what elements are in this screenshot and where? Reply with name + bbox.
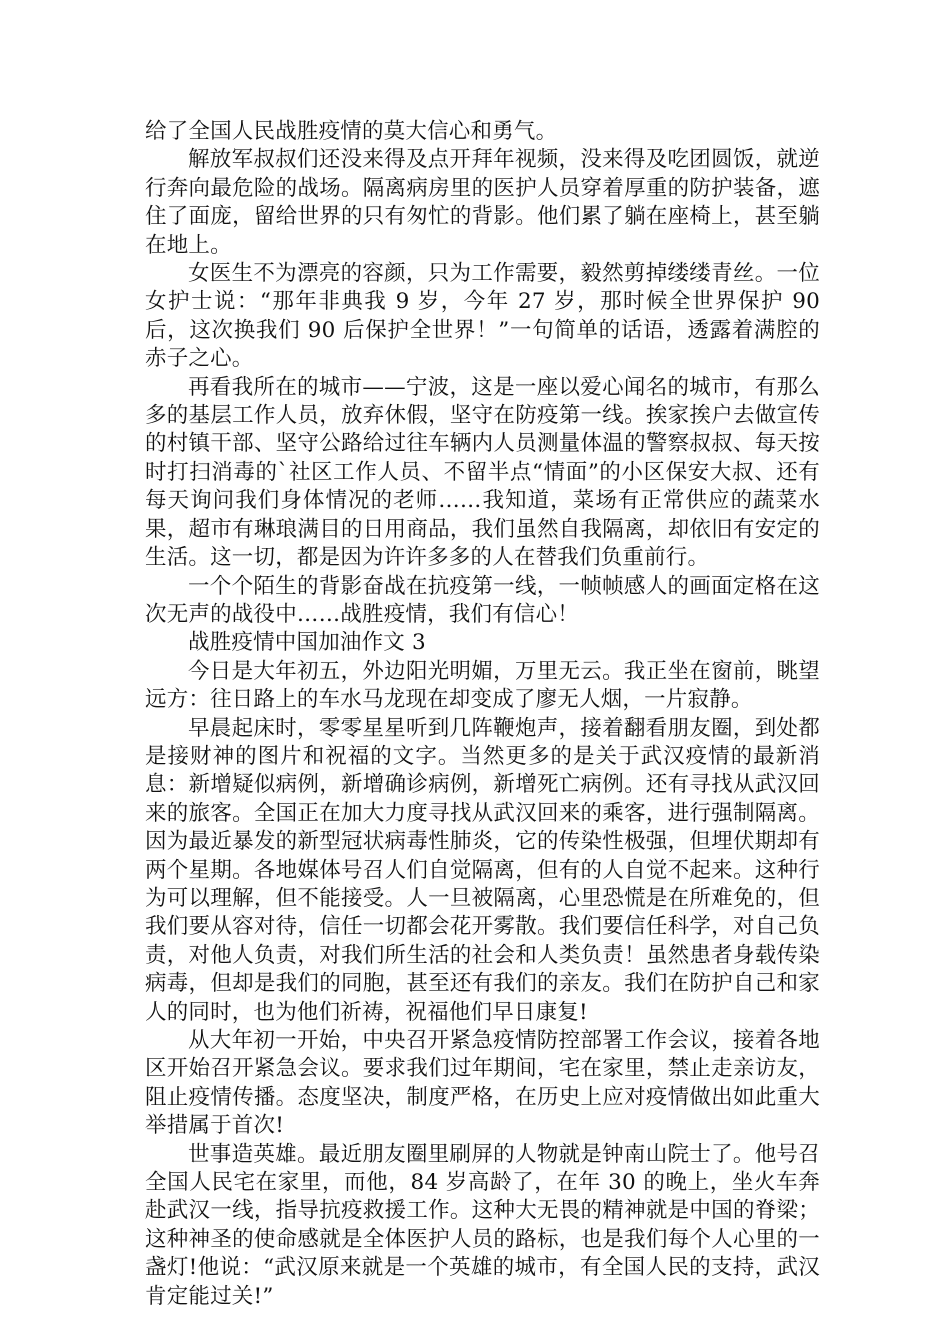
paragraph-morning-news: 早晨起床时，零零星星听到几阵鞭炮声，接着翻看朋友圈，到处都是接财神的图片和祝福的文字。当然更多的是关于武汉疫情的最新消息：新增疑似病例，新增确诊病例，新增死亡病例。还有寻找从武汉回来的旅客。全国正在加大力度寻找从武汉回来的乘客，进行强制隔离。因为最近暴发的新型冠状病毒性肺炎，它的传染性极强，但埋伏期却有两个星期。各地媒体号召人们自觉隔离，但有的人自觉不起来。这种行为可以理解，但不能接受。人一旦被隔离，心里恐慌是在所难免的，但我们要从容对待，信任一切都会花开雾散。我们要信任科学，对自己负责，对他人负责，对我们所生活的社会和人类负责！虽然患者身载传染病毒，但却是我们的同胞，甚至还有我们的亲友。我们在防护自己和家人的同时，也为他们祈祷，祝福他们早日康复!	[145, 715, 820, 1025]
paragraph-continuation: 给了全国人民战胜疫情的莫大信心和勇气。	[145, 119, 558, 144]
paragraph-confidence: 一个个陌生的背影奋战在抗疫第一线，一帧帧感人的画面定格在这次无声的战役中……战胜疫情，我们有信心！	[145, 573, 820, 627]
paragraph-female-doctor: 女医生不为漂亮的容颜，只为工作需要，毅然剪掉缕缕青丝。一位女护士说：“那年非典我 9 岁，今年 27 岁，那时候全世界保护 90 后，这次换我们 90 后保护全世界！”一句简单的话语，透露着满腔的赤子之心。	[145, 261, 820, 372]
paragraph-ningbo-city: 再看我所在的城市——宁波，这是一座以爱心闻名的城市，有那么多的基层工作人员，放弃休假，坚守在防疫第一线。挨家挨户去做宣传的村镇干部、坚守公路给过往车辆内人员测量体温的警察叔叔、每天按时打扫消毒的`社区工作人员、不留半点“情面”的小区保安大叔、还有每天询问我们身体情况的老师……我知道，菜场有正常供应的蔬菜水果，超市有琳琅满目的日用商品，我们虽然自我隔离，却依旧有安定的生活。这一切，都是因为许许多多的人在替我们负重前行。	[145, 374, 820, 571]
essay-heading: 战胜疫情中国加油作文 3	[188, 630, 426, 656]
paragraph-pla-soldiers: 解放军叔叔们还没来得及点开拜年视频，没来得及吃团圆饭，就逆行奔向最危险的战场。隔离病房里的医护人员穿着厚重的防护装备，遮住了面庞，留给世界的只有匆忙的背影。他们累了躺在座椅上，甚至躺在地上。	[145, 147, 820, 258]
paragraph-fifth-day: 今日是大年初五，外边阳光明媚，万里无云。我正坐在窗前，眺望远方：往日路上的车水马龙现在却变成了廖无人烟，一片寂静。	[145, 658, 820, 713]
paragraph-central-meeting: 从大年初一开始，中央召开紧急疫情防控部署工作会议，接着各地区开始召开紧急会议。要求我们过年期间，宅在家里，禁止走亲访友，阻止疫情传播。态度坚决，制度严格，在历史上应对疫情做出如此重大举措属于首次!	[145, 1028, 820, 1139]
paragraph-zhong-nanshan: 世事造英雄。最近朋友圈里刷屏的人物就是钟南山院士了。他号召全国人民宅在家里，而他，84 岁高龄了，在年 30 的晚上，坐火车奔赴武汉一线，指导抗疫救援工作。这种大无畏的精神就是中国的脊梁；这种神圣的使命感就是全体医护人员的路标，也是我们每个人心里的一盏灯!他说：“武汉原来就是一个英雄的城市，有全国人民的支持，武汉肯定能过关!”	[145, 1141, 820, 1309]
document-body	[145, 118, 820, 1311]
